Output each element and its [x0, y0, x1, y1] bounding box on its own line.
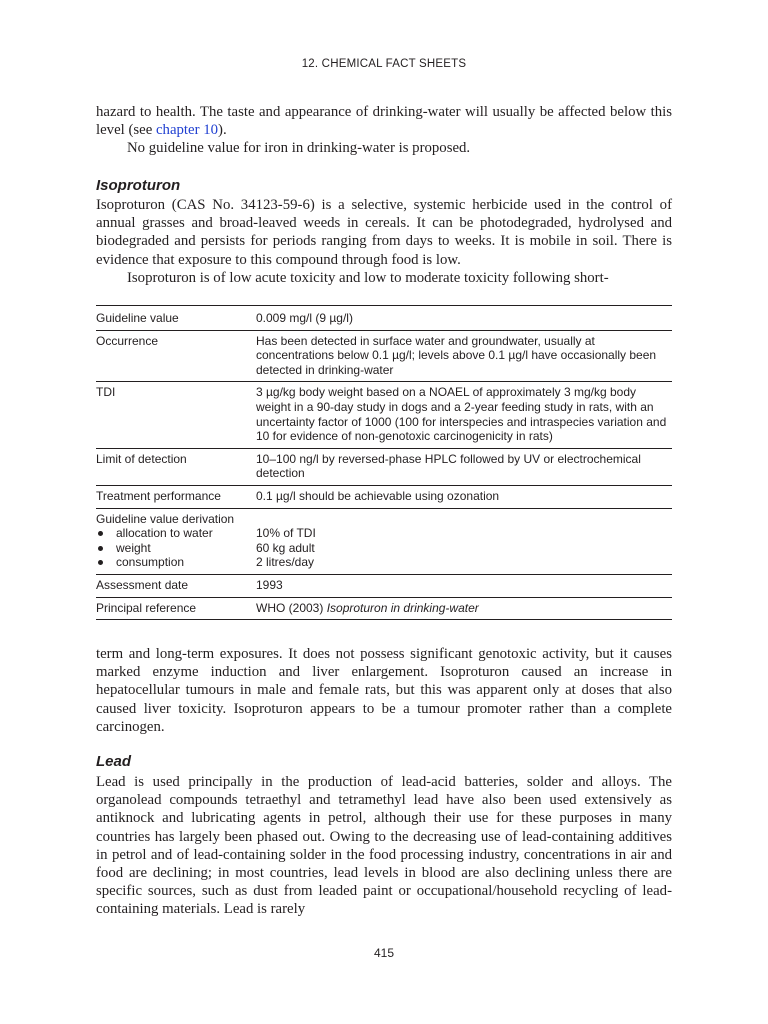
list-item: 60 kg adult	[256, 540, 315, 555]
table-row	[96, 448, 672, 485]
table-row	[96, 330, 672, 382]
row-value: 1993	[256, 574, 672, 597]
derivation-values	[256, 526, 672, 570]
isoproturon-paragraph-2: Isoproturon is of low acute toxicity and low to moderate toxicity following short-	[127, 269, 609, 286]
row-label: Guideline value derivation	[96, 511, 235, 526]
isoproturon-text	[96, 196, 672, 287]
intro-paragraph: hazard to health. The taste and appearance of drinking-water will usually be affected below this level (see chapter 10).	[96, 104, 672, 139]
row-value: WHO (2003) Isoproturon in drinking-water	[256, 597, 672, 620]
iron-guideline-paragraph: No guideline value for iron in drinking-water is proposed.	[127, 140, 471, 157]
row-value: 0.1 µg/l should be achievable using ozonation	[256, 485, 672, 508]
intro-text	[96, 103, 672, 158]
list-item: 2 litres/day	[256, 555, 315, 570]
isoproturon-paragraph-3: term and long-term exposures. It does not possess significant genotoxic activity, but it causes marked enzyme induction and liver enlargement. Isoproturon caused an increase in hepatocellular tumours in male and female rats, but this was apparent only at doses that also caused liver toxicity. Isoproturon appears to be a tumour promoter rather than a complete carcinogen.	[96, 646, 672, 735]
row-value: Has been detected in surface water and groundwater, usually at concentrations below 0.1 µg/l; levels above 0.1 µg/l have occasionally been detected in drinking-water	[256, 330, 672, 382]
row-value: 3 µg/kg body weight based on a NOAEL of approximately 3 mg/kg body weight in a 90-day study in dogs and a 2-year feeding study in rats, with an uncertainty factor of 1000 (100 for interspecies and intraspecies variation and 10 for evidence of non-genotoxic carcinogenicity in rats)	[256, 382, 672, 448]
row-label: Occurrence	[96, 330, 256, 382]
derivation-value-cell	[256, 508, 672, 574]
table-row	[96, 306, 672, 331]
row-label: Principal reference	[96, 597, 256, 620]
lead-paragraph-1: Lead is used principally in the production of lead-acid batteries, solder and alloys. The organolead compounds tetraethyl and tetramethyl lead have also been used extensively as antiknock and lubricating agents in petrol, although their use for these purposes in many countries has largely been phased out. Owing to the decreasing use of lead-containing additives in petrol and of lead-containing solder in the food processing industry, concentrations in air and food are declining; in most countries, lead levels in blood are also declining unless there are specific sources, such as dust from leaded paint or occupational/household recycling of lead-containing materials. Lead is rarely	[96, 774, 672, 918]
row-label: Treatment performance	[96, 485, 256, 508]
isoproturon-paragraph-1: Isoproturon (CAS No. 34123-59-6) is a selective, systemic herbicide used in the control of annual grasses and broad-leaved weeds in cereals. It can be photodegraded, hydrolysed and biodegraded and persists for periods ranging from days to weeks. It is mobile in soil. There is evidence that exposure to this compound through food is low.	[96, 197, 672, 268]
reference-title: Isoproturon in drinking-water	[326, 600, 479, 615]
derivation-list	[96, 526, 256, 570]
list-item: 10% of TDI	[256, 526, 316, 541]
table-row	[96, 597, 672, 620]
table-row	[96, 574, 672, 597]
row-value: 10–100 ng/l by reversed-phase HPLC followed by UV or electrochemical detection	[256, 448, 672, 485]
row-label: TDI	[96, 382, 256, 448]
row-label: Guideline value	[96, 306, 256, 331]
list-item: allocation to water	[96, 526, 256, 541]
lead-heading: Lead	[96, 753, 132, 770]
row-label: Limit of detection	[96, 448, 256, 485]
page-number: 415	[373, 946, 395, 960]
row-label: Assessment date	[96, 574, 256, 597]
isoproturon-continuation	[96, 645, 672, 736]
table-row	[96, 485, 672, 508]
lead-text	[96, 773, 672, 919]
list-item: consumption	[96, 555, 256, 570]
table-row	[96, 382, 672, 448]
running-header: 12. CHEMICAL FACT SHEETS	[301, 58, 467, 70]
chapter-10-link[interactable]: chapter 10	[155, 122, 219, 139]
table-row	[96, 508, 672, 574]
row-value: 0.009 mg/l (9 µg/l)	[256, 306, 672, 331]
isoproturon-fact-table	[96, 305, 672, 620]
isoproturon-heading: Isoproturon	[96, 177, 181, 194]
list-item: weight	[96, 541, 256, 556]
derivation-label-cell	[96, 508, 256, 574]
